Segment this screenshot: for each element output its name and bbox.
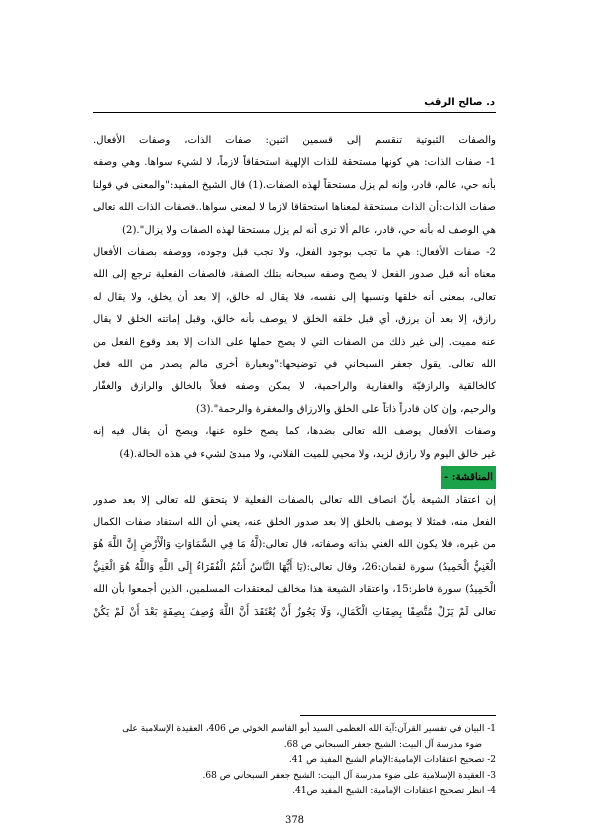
footnote: 2- تصحيح اعتقادات الإمامية:الإمام الشيخ المفيد ص 41. bbox=[288, 755, 496, 765]
text-line: 1- صفات الذات: هي كونها مستحقة للذات الإلهية استحقاقاً لازماً، لا لشيء سواها. وهي وصفه bbox=[93, 157, 496, 169]
text-line: والرحيم، وإن كان قادراً ذاتاً على الخلق والارزاق والمغفرة والرحمة".(3) bbox=[195, 403, 496, 415]
running-header-author: د. صالح الرقب bbox=[424, 97, 495, 108]
footnote: ضوء مدرسة آل البيت: الشيخ جعفر السبحاني ص 68. bbox=[283, 739, 482, 750]
page-number: 378 bbox=[284, 815, 305, 826]
text-line: عنه مميت. إلى غير ذلك من الصفات التي لا يصح حملها على الذات إلا بعد وقوع الفعل من bbox=[93, 336, 496, 348]
footnotes bbox=[93, 722, 496, 800]
text-line: والصفات الثبوتية تنقسم إلى قسمين اثنين: صفات الذات، وصفات الأفعال. bbox=[93, 135, 496, 146]
text-line: غير خالق اليوم ولا رازق لزيد، ولا محيي للميت الفلاني، ولا مبدئ لشيء في هذه الحالة.(4) bbox=[119, 448, 496, 460]
text-line: رازق، إلا بعد أن يرزق، أي قبل خلقه الخلق لا يوصف بأنه خالق، وقبل إماتته الخلق لا يقال bbox=[93, 314, 496, 326]
text-line: تعالى لَمْ يَزَلْ مُتَّصِفًا بِصِفَاتِ الْكَمَالِ، وَلَا يَجُوزُ أَنْ يُعْتَقَدَ أَنَّ اللَّهَ وُصِفَ بِصِفَةٍ بَعْدَ أَنْ لَمْ يَكُنْ bbox=[93, 606, 496, 618]
text-line: الْغَنِيُّ الْحَمِيدُ) سورة لقمان:26، وقال تعالى:(يَا أَيُّهَا النَّاسُ أَنتُمُ الْفُقَرَاءُ إِلَى اللَّهِ وَاللَّهُ هُوَ الْغَنِيُّ bbox=[93, 561, 496, 573]
discussion-heading-line bbox=[93, 466, 496, 489]
text-line: الله تعالى. يقول جعفر السبحاني في توضيحها:"وبعبارة أخرى مالم يصدر من الله فعل bbox=[93, 359, 496, 371]
footnote: 4- انظر تصحيح اعتقادات الإمامية: الشيخ المفيد ص41. bbox=[292, 786, 496, 796]
footnote: 1- البيان في تفسير القرآن:آية الله العظمى السيد أبو القاسم الخوئي ص 406، العقيدة الإسلامية على bbox=[122, 724, 496, 734]
text-line: الْحَمِيدُ) سورة فاطر:15، واعتقاد الشيعة هذا مخالف لمعتقدات المسلمين، الذين أجمعوا بأن الله bbox=[93, 584, 496, 596]
text-line: بأنه حي، عالم، قادر، وإنه لم يزل مستحقاً لهذه الصفات.(1) قال الشيخ المفيد:"والمعنى في قولنا bbox=[93, 179, 496, 191]
text-line: صفات الذات:أن الذات مستحقة لمعناها استحقاقا لازما لا لمعنى سواها..فصفات الذات الله تعالى bbox=[93, 202, 496, 214]
text-line: كالخالقية والرازقيّة والغفارية والراحمية، لا يمكن وصفه فعلاً بالخالق والرازق والغفّار bbox=[93, 381, 496, 393]
text-line: إن اعتقاد الشيعة بأنّ اتصاف الله تعالى بالصفات الفعلية لا يتحقق لله تعالى إلا بعد صدور bbox=[93, 494, 496, 506]
text-line: معناه أنه قبل صدور الفعل لا يصح وصفه سبحانه بتلك الصفة، فالصفات الفعلية ترجع إلى الله bbox=[93, 269, 496, 281]
main-text bbox=[93, 130, 496, 624]
text-line: هي الوصف له بأنه حي، قادر، عالم ألا ترى أنه لم يزل مستحقا لهذه الصفات ولا يزال".(2) bbox=[121, 224, 496, 236]
text-line: تعالى، بمعنى أنه خلقها ونسبها إلى نفسه، فلا يقال له خالق، إلا بعد أن يخلق، ولا يقال له bbox=[93, 291, 496, 303]
header-divider bbox=[93, 112, 496, 113]
text-line: من غيره، فلا يكون الله الغني بذاته وصفاته، قال تعالى:(لَّهُ مَا فِي السَّمَاوَاتِ وَالْأَرْضِ إِنَّ اللَّهَ هُوَ bbox=[93, 539, 496, 551]
text-line: وصفات الأفعال يوصف الله تعالى بضدها، كما يصح خلوه عنها، ويصح أن يقال فيه إنه bbox=[93, 426, 496, 438]
discussion-heading: المناقشة: - bbox=[441, 466, 496, 488]
footnote: 3- العقيدة الإسلامية على ضوء مدرسة آل البيت: الشيخ جعفر السبحاني ص 68. bbox=[202, 770, 496, 781]
footnote-divider bbox=[300, 715, 496, 716]
text-line: الفعل منه، فمثلا لا يوصف بالخلق إلا بعد صدور الخلق عنه، يعني أن الله استفاد صفات الكمال bbox=[93, 516, 496, 528]
text-line: 2- صفات الأفعال: هي ما تجب بوجود الفعل، ولا تجب قبل وجوده، ووصفه بصفات الأفعال bbox=[93, 247, 496, 259]
